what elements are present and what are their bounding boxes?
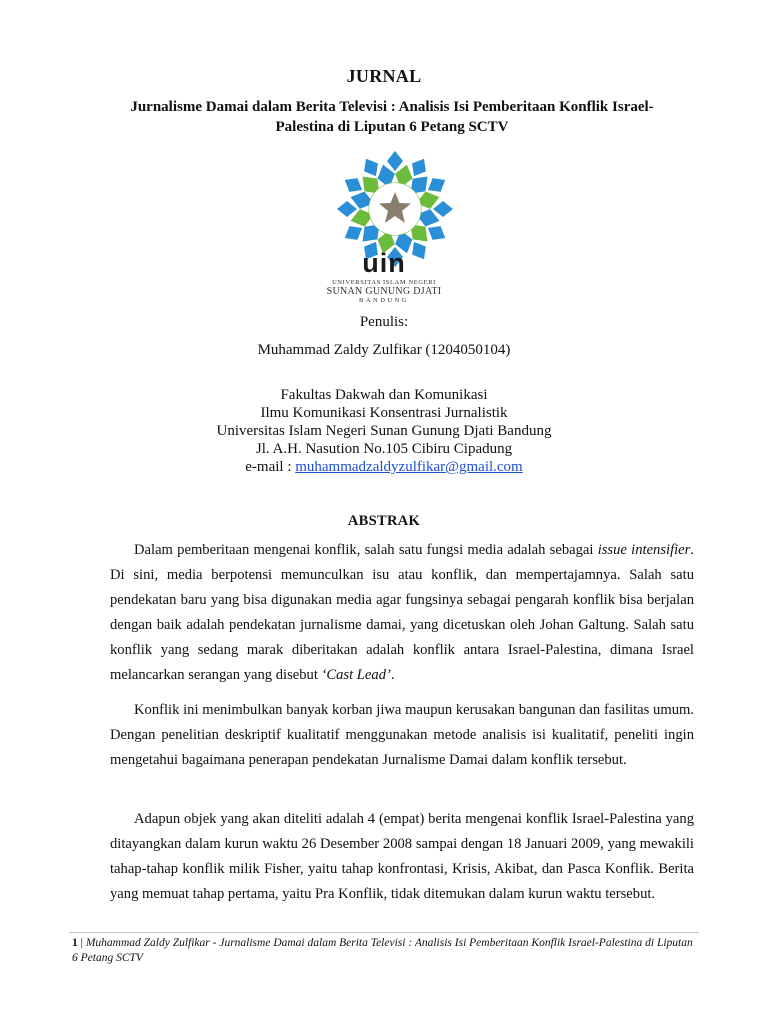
logo-outer-petal	[364, 159, 378, 176]
logo-line-1: UNIVERSITAS ISLAM NEGERI	[332, 279, 436, 286]
logo-outer-petal	[337, 201, 357, 217]
page-footer	[72, 936, 698, 966]
author-label: Penulis:	[359, 314, 409, 330]
journal-label: JURNAL	[346, 66, 422, 86]
logo-outer-petal	[345, 226, 362, 240]
logo-outer-petal	[428, 226, 445, 240]
footer-divider	[69, 932, 699, 933]
abstract-paragraph-1	[110, 538, 694, 688]
address: Jl. A.H. Nasution No.105 Cibiru Cipadung	[255, 441, 513, 457]
p1-text-2: . Di sini, media berpotensi memunculkan isu atau konflik, dan mempertajamnya. Salah satu pendekatan baru yang bisa digunakan media agar fungsinya sebagai pengarah konflik bisa berjalan dengan baik adalah pendekatan jurnalisme damai, yang dicetuskan oleh Johan Galtung. Salah satu konflik yang sedang marak diberitakan adalah konflik antara Israel-Palestina, dimana Israel melancarkan serangan yang disebut	[110, 542, 694, 683]
abstract-heading: ABSTRAK	[347, 513, 421, 529]
university: Universitas Islam Negeri Sunan Gunung Djati Bandung	[216, 423, 552, 439]
email-link[interactable]: muhammadzaldyzulfikar@gmail.com	[295, 459, 523, 475]
logo-outer-petal	[387, 151, 403, 171]
p1-italic-1: issue intensifier	[597, 542, 691, 558]
logo-outer-petal	[345, 178, 362, 192]
logo-line-2: SUNAN GUNUNG DJATI	[326, 286, 442, 297]
author-name: Muhammad Zaldy Zulfikar (1204050104)	[257, 342, 511, 358]
paper-title: Jurnalisme Damai dalam Berita Televisi : Analisis Isi Pemberitaan Konflik Israel-Palestina di Liputan 6 Petang SCTV	[130, 99, 654, 135]
logo-outer-petal	[412, 159, 426, 176]
page-number: 1	[72, 937, 78, 949]
logo-outer-petal	[433, 201, 453, 217]
abstract-paragraph-3: Adapun objek yang akan diteliti adalah 4 (empat) berita mengenai konflik Israel-Palestina yang ditayangkan dalam kurun waktu 26 Desember 2008 sampai dengan 18 Januari 2009, yang mewakili tahap-tahap konflik milik Fisher, yaitu tahap konfrontasi, Krisis, Akibat, dan Pasca Konflik. Berita yang memuat tahap pertama, yaitu Pra Konflik, tidak ditemukan dalam kurun waktu tersebut.	[110, 811, 694, 902]
logo-line-3: BANDUNG	[359, 297, 409, 304]
p1-text-1: Dalam pemberitaan mengenai konflik, salah satu fungsi media adalah sebagai	[134, 542, 598, 558]
footer-separator: |	[80, 937, 83, 949]
p1-text-3: .	[390, 667, 395, 683]
footer-text: Muhammad Zaldy Zulfikar - Jurnalisme Damai dalam Berita Televisi : Analisis Isi Pemberitaan Konflik Israel-Palestina di Liputan 6 Petang SCTV	[72, 937, 693, 964]
faculty: Fakultas Dakwah dan Komunikasi	[280, 387, 488, 403]
abstract-paragraph-2: Konflik ini menimbulkan banyak korban jiwa maupun kerusakan bangunan dan fasilitas umum. Dengan penelitian deskriptif kualitatif menggunakan metode analisis isi kualitatif, peneliti ingin mengetahui bagaimana penerapan pendekatan Jurnalisme Damai dalam konflik tersebut.	[110, 702, 694, 768]
email-prefix: e-mail :	[245, 459, 296, 475]
logo-outer-petal	[428, 178, 445, 192]
logo-wordmark: uin	[362, 248, 406, 278]
email-line	[0, 459, 768, 476]
program: Ilmu Komunikasi Konsentrasi Jurnalistik	[260, 405, 508, 421]
p1-italic-2: ‘Cast Lead’	[321, 667, 391, 683]
